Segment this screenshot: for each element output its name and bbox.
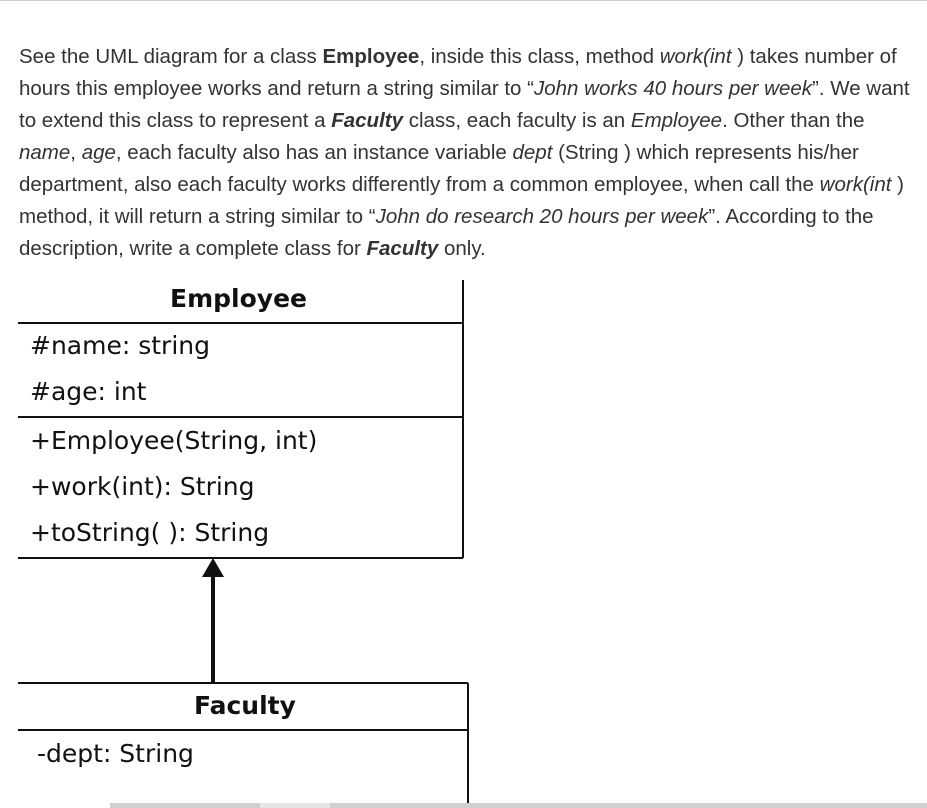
faculty-keyword: Faculty — [331, 109, 404, 132]
employee-attribute-age: #age: int — [30, 377, 147, 406]
employee-method-tostring: +toString( ): String — [30, 518, 270, 547]
scrollbar-segment — [110, 803, 260, 808]
employee-class-title: Employee — [170, 284, 307, 313]
employee-attribute-name: #name: string — [30, 331, 210, 360]
inheritance-arrow — [202, 558, 224, 683]
scrollbar-thumb[interactable] — [330, 803, 927, 808]
horizontal-scrollbar[interactable] — [110, 803, 927, 808]
faculty-attribute-dept: -dept: String — [37, 739, 194, 768]
employee-method-constructor: +Employee(String, int) — [30, 426, 318, 455]
top-divider — [0, 0, 927, 1]
employee-keyword: Employee — [322, 45, 420, 68]
employee-class-box — [18, 280, 463, 558]
example-string-1: John works 40 hours per week — [533, 77, 813, 100]
question-text: See the UML diagram for a class Employee, inside this class, method work(int ) takes number of hours this employee works and return a string similar to “John works 40 hours per week”. We want to extend this class to represent a Faculty class, each faculty is an Employee. Other than the name, age, each faculty also has an instance variable dept (String ) which represents his/her department, also each faculty works differently from a common employee, when call the work(int ) method, it will return a string similar to “John do research 20 hours per week”. According to the description, write a complete class for Faculty only. — [19, 45, 910, 260]
example-string-2: John do research 20 hours per week — [375, 205, 709, 228]
employee-method-work: +work(int): String — [30, 472, 255, 501]
faculty-class-title: Faculty — [194, 691, 296, 720]
